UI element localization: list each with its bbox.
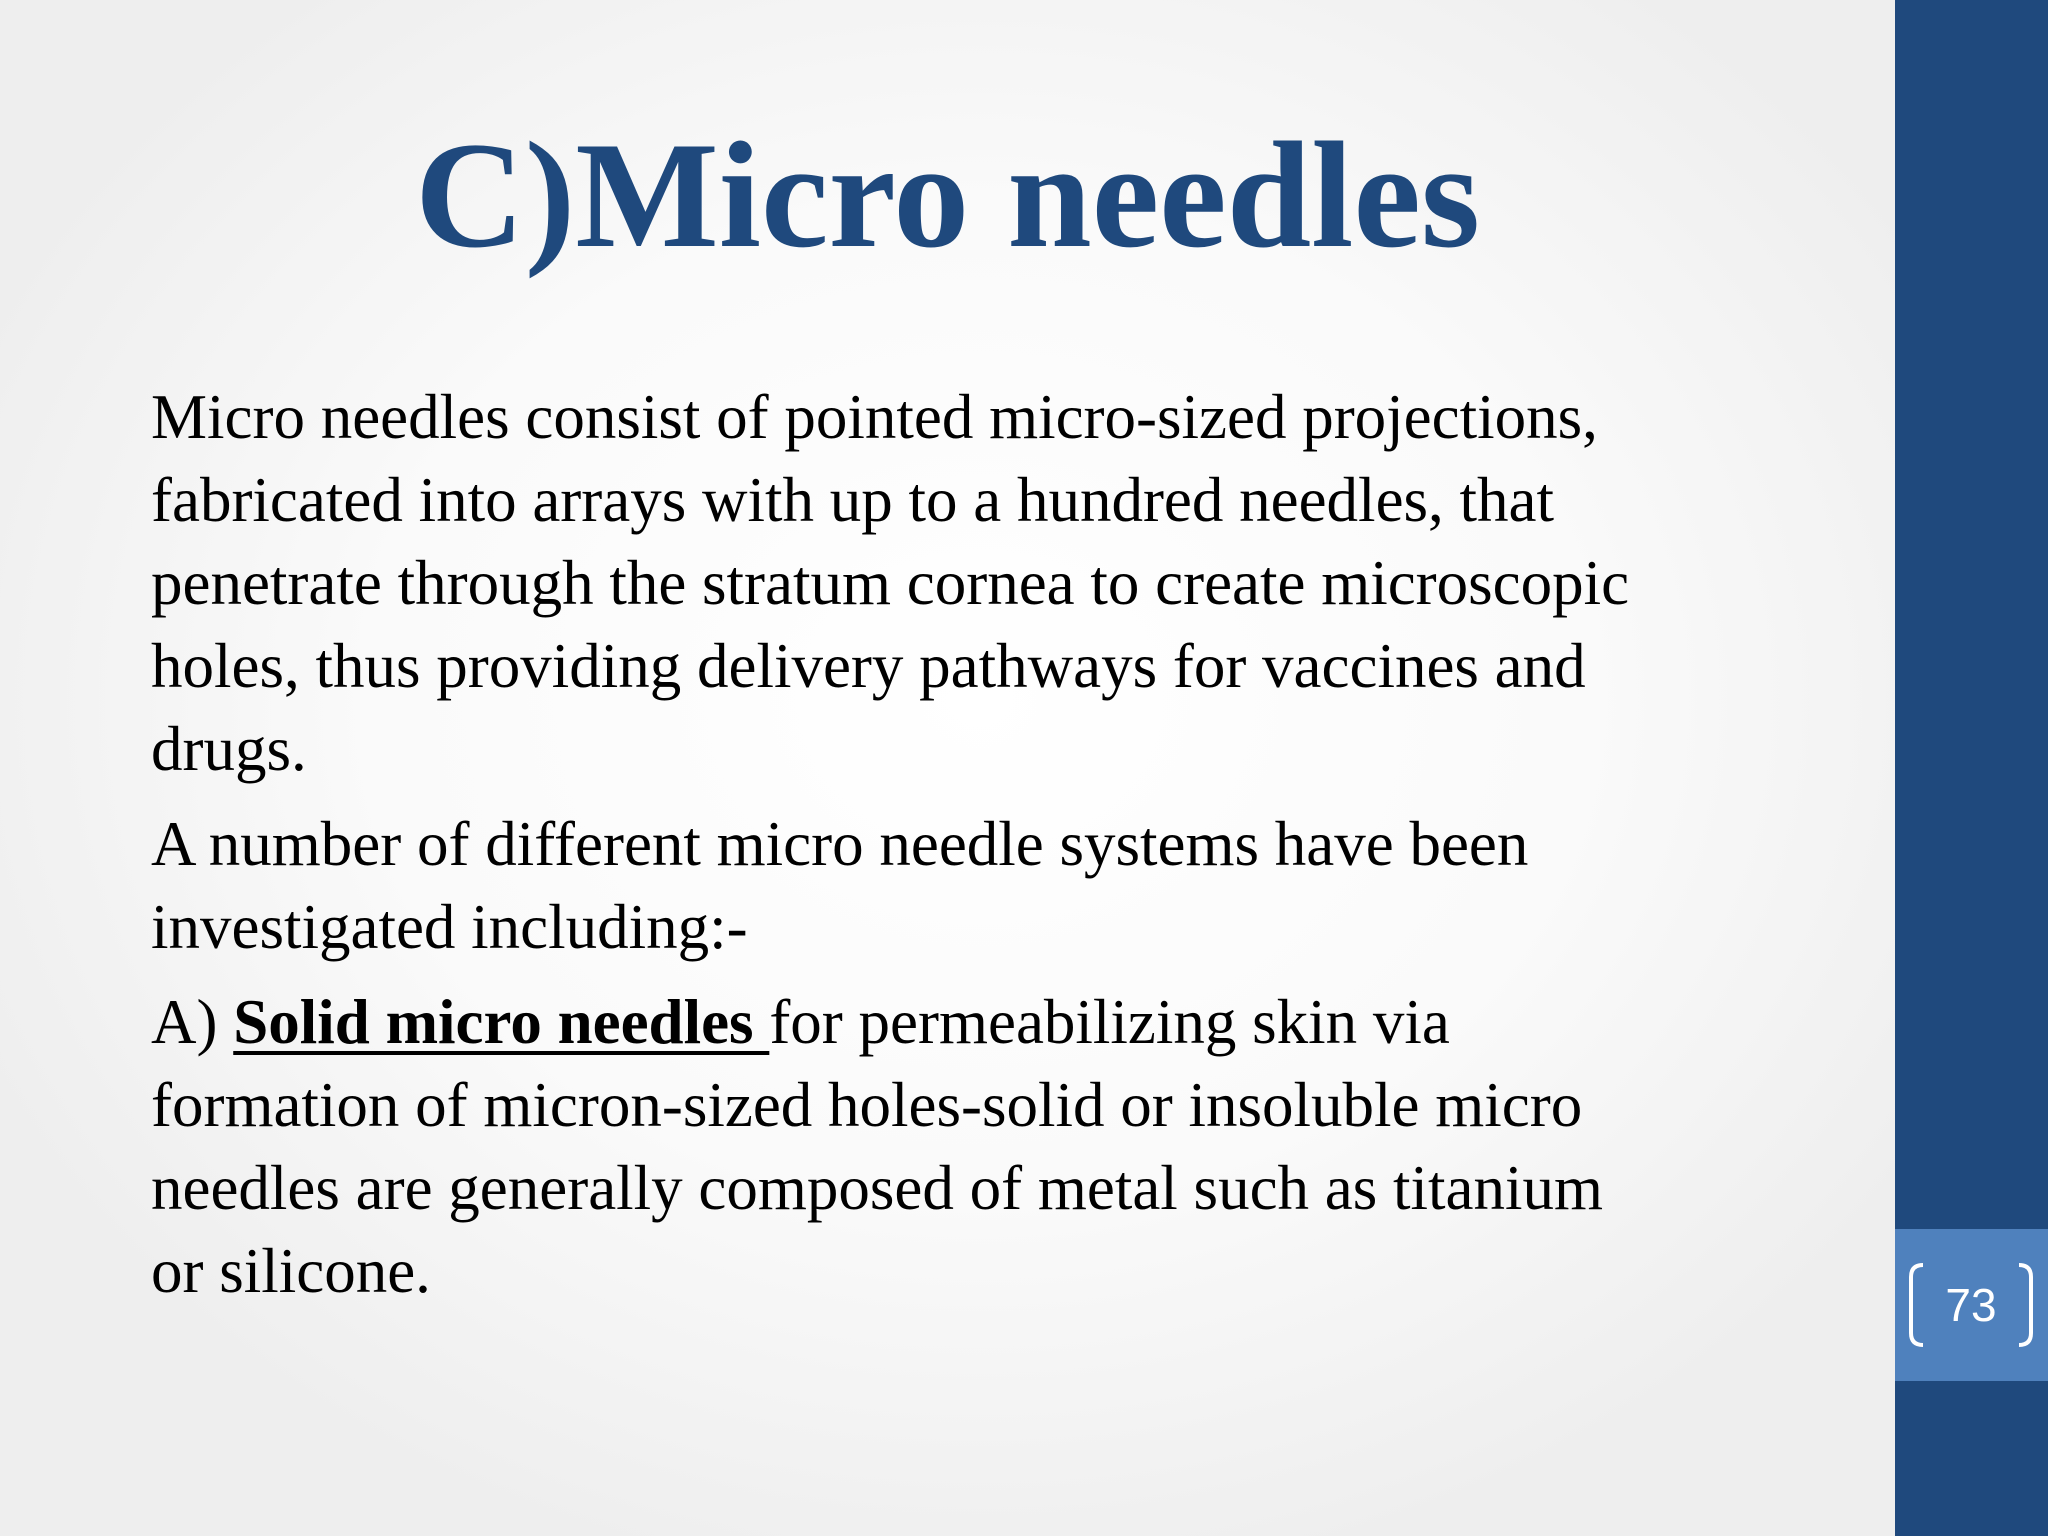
- text-line: penetrate through the stratum cornea to create microscopic: [151, 548, 1630, 618]
- text-line: needles are generally composed of metal such as titanium: [151, 1153, 1603, 1223]
- text-line: Micro needles consist of pointed micro-sized projections,: [151, 382, 1598, 452]
- slide-body: [151, 376, 1871, 1325]
- slide-title: C)Micro needles: [414, 111, 1481, 279]
- text-line: investigated including:-: [151, 892, 748, 962]
- text-line: A number of different micro needle systems have been: [151, 809, 1529, 879]
- paragraph-solid-micro-needles: [151, 981, 1871, 1313]
- paragraph-definition: [151, 376, 1871, 791]
- text-line: or silicone.: [151, 1236, 431, 1306]
- term-solid-micro-needles: Solid micro needles: [233, 987, 770, 1057]
- text-line: holes, thus providing delivery pathways for vaccines and: [151, 631, 1586, 701]
- text-line: drugs.: [151, 714, 307, 784]
- text-line: [151, 981, 1871, 1064]
- page-number: 73: [1945, 1279, 1997, 1331]
- text-line: fabricated into arrays with up to a hundred needles, that: [151, 465, 1555, 535]
- text-line: formation of micron-sized holes-solid or insoluble micro: [151, 1070, 1583, 1140]
- text-run: for permeabilizing skin via: [769, 987, 1450, 1057]
- list-marker: A): [151, 987, 234, 1057]
- paragraph-systems-intro: [151, 803, 1871, 969]
